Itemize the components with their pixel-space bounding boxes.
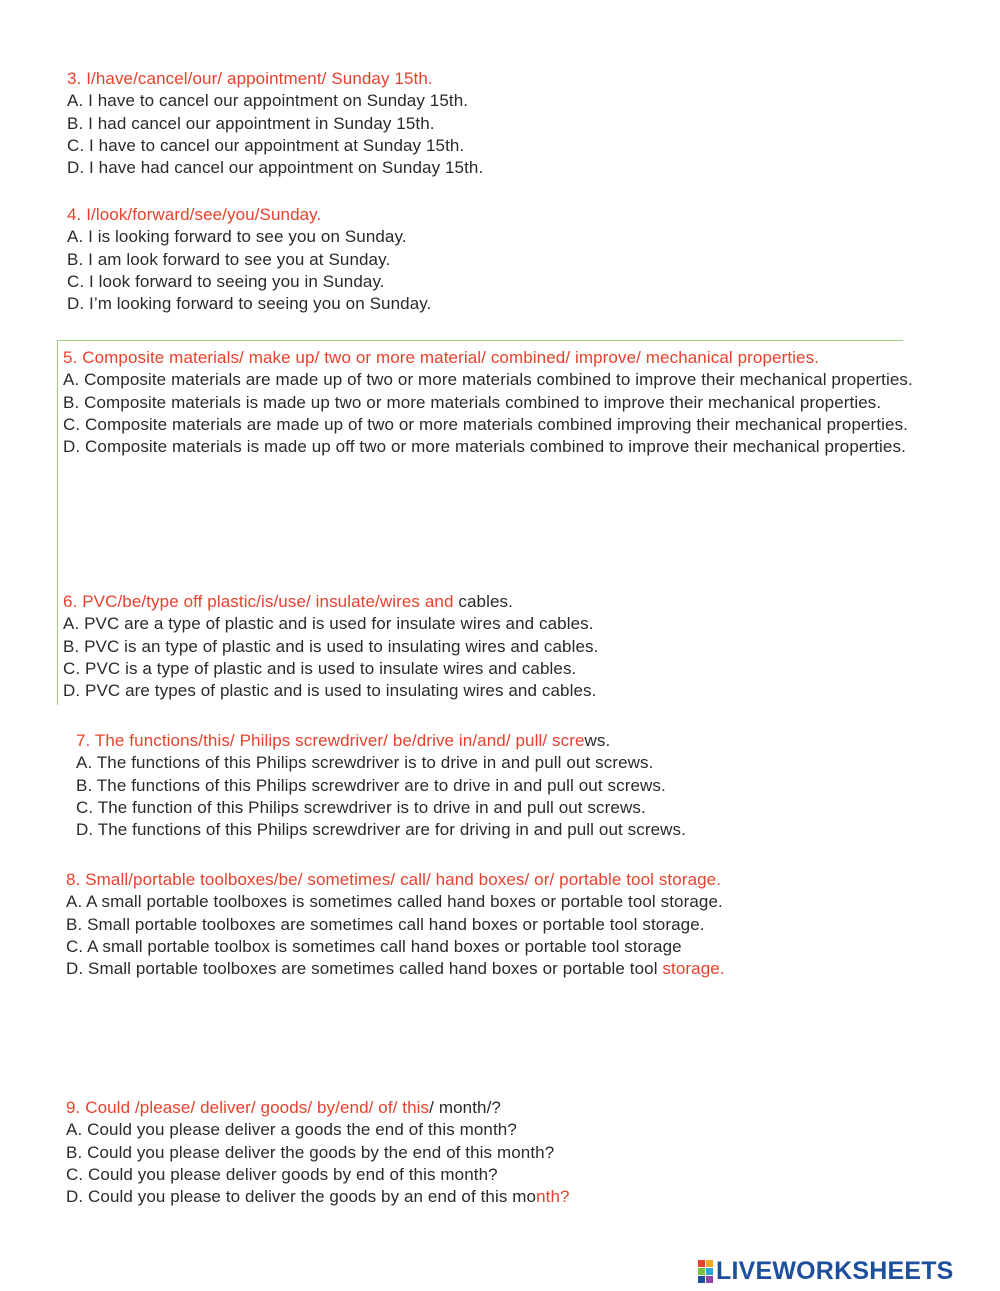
option-d[interactable]: D. I’m looking forward to seeing you on Sunday. (67, 294, 432, 314)
liveworksheets-logo (698, 1256, 954, 1286)
option-a[interactable]: A. Could you please deliver a goods the end of this month? (66, 1120, 517, 1140)
option-d[interactable]: D. I have had cancel our appointment on Sunday 15th. (67, 158, 484, 178)
option-c[interactable]: C. The function of this Philips screwdriver is to drive in and pull out screws. (76, 797, 646, 817)
logo-square (698, 1260, 705, 1267)
option-b[interactable]: B. PVC is an type of plastic and is used to insulating wires and cables. (63, 636, 599, 656)
option-b[interactable]: B. I had cancel our appointment in Sunday 15th. (67, 113, 435, 133)
option-d-text: D. Small portable toolboxes are sometimes called hand boxes or portable tool (66, 959, 658, 979)
option-d[interactable] (66, 958, 866, 980)
stem-black-part: / month/? (429, 1098, 501, 1117)
question-stem: 4. I/look/forward/see/you/Sunday. (67, 205, 322, 224)
option-d-red-part: nth? (536, 1187, 570, 1207)
question-stem (76, 730, 686, 752)
option-d[interactable]: D. Composite materials is made up off two or more materials combined to improve their mechanical properties. (63, 437, 906, 457)
logo-square (706, 1268, 713, 1275)
liveworksheets-logo-icon (698, 1260, 713, 1283)
option-b[interactable]: B. Could you please deliver the goods by the end of this month? (66, 1142, 555, 1162)
option-a[interactable]: A. I is looking forward to see you on Sunday. (67, 227, 407, 247)
option-b[interactable]: B. Composite materials is made up two or more materials combined to improve their mechanical properties. (63, 392, 882, 412)
stem-red-part: 9. Could /please/ deliver/ goods/ by/end/ of/ this (66, 1098, 430, 1117)
option-b[interactable]: B. The functions of this Philips screwdriver are to drive in and pull out screws. (76, 775, 666, 795)
question-4 (67, 204, 431, 315)
question-stem (63, 591, 598, 613)
question-stem (66, 1097, 570, 1119)
logo-square (706, 1260, 713, 1267)
option-d[interactable]: D. PVC are types of plastic and is used to insulating wires and cables. (63, 681, 597, 701)
logo-square (706, 1276, 713, 1283)
option-d-text: D. Could you please to deliver the goods by an end of this mo (66, 1187, 537, 1207)
logo-text: LIVEWORKSHEETS (716, 1256, 954, 1285)
question-8 (66, 869, 866, 980)
option-c[interactable]: C. Could you please deliver goods by end of this month? (66, 1164, 498, 1184)
logo-square (698, 1268, 705, 1275)
option-d[interactable] (66, 1186, 570, 1208)
question-stem: 5. Composite materials/ make up/ two or more material/ combined/ improve/ mechanical properties. (63, 348, 820, 367)
stem-black-part: ws. (584, 731, 611, 750)
option-a[interactable]: A. The functions of this Philips screwdriver is to drive in and pull out screws. (76, 753, 654, 773)
question-5 (63, 347, 913, 458)
stem-black-part: cables. (453, 592, 513, 611)
logo-square (698, 1276, 705, 1283)
option-c[interactable]: C. I look forward to seeing you in Sunday. (67, 271, 385, 291)
option-d[interactable]: D. The functions of this Philips screwdriver are for driving in and pull out screws. (76, 820, 686, 840)
option-a[interactable]: A. A small portable toolboxes is sometimes called hand boxes or portable tool storage. (66, 892, 723, 912)
question-9 (66, 1097, 570, 1208)
question-3 (67, 68, 483, 179)
option-d-red-part: storage. (662, 959, 725, 979)
option-b[interactable]: B. Small portable toolboxes are sometimes call hand boxes or portable tool storage. (66, 914, 705, 934)
option-c[interactable]: C. A small portable toolbox is sometimes call hand boxes or portable tool storage (66, 936, 682, 956)
stem-red-part: 6. PVC/be/type off plastic/is/use/ insulate/wires and (63, 592, 454, 611)
green-frame-top (57, 340, 903, 341)
option-c[interactable]: C. Composite materials are made up of two or more materials combined improving their mechanical properties. (63, 414, 908, 434)
stem-red-part: 7. The functions/this/ Philips screwdriver/ be/drive in/and/ pull/ scre (76, 731, 585, 750)
question-stem: 8. Small/portable toolboxes/be/ sometimes/ call/ hand boxes/ or/ portable tool storage. (66, 870, 722, 889)
question-stem: 3. I/have/cancel/our/ appointment/ Sunday 15th. (67, 69, 433, 88)
option-c[interactable]: C. I have to cancel our appointment at Sunday 15th. (67, 135, 465, 155)
option-c[interactable]: C. PVC is a type of plastic and is used to insulate wires and cables. (63, 658, 577, 678)
option-a[interactable]: A. I have to cancel our appointment on Sunday 15th. (67, 91, 469, 111)
option-b[interactable]: B. I am look forward to see you at Sunday. (67, 249, 391, 269)
question-6 (63, 591, 598, 702)
option-a[interactable]: A. PVC are a type of plastic and is used for insulate wires and cables. (63, 614, 594, 634)
green-frame-left (57, 340, 58, 705)
question-7 (76, 730, 686, 841)
option-a[interactable]: A. Composite materials are made up of two or more materials combined to improve their mechanical properties. (63, 370, 913, 390)
